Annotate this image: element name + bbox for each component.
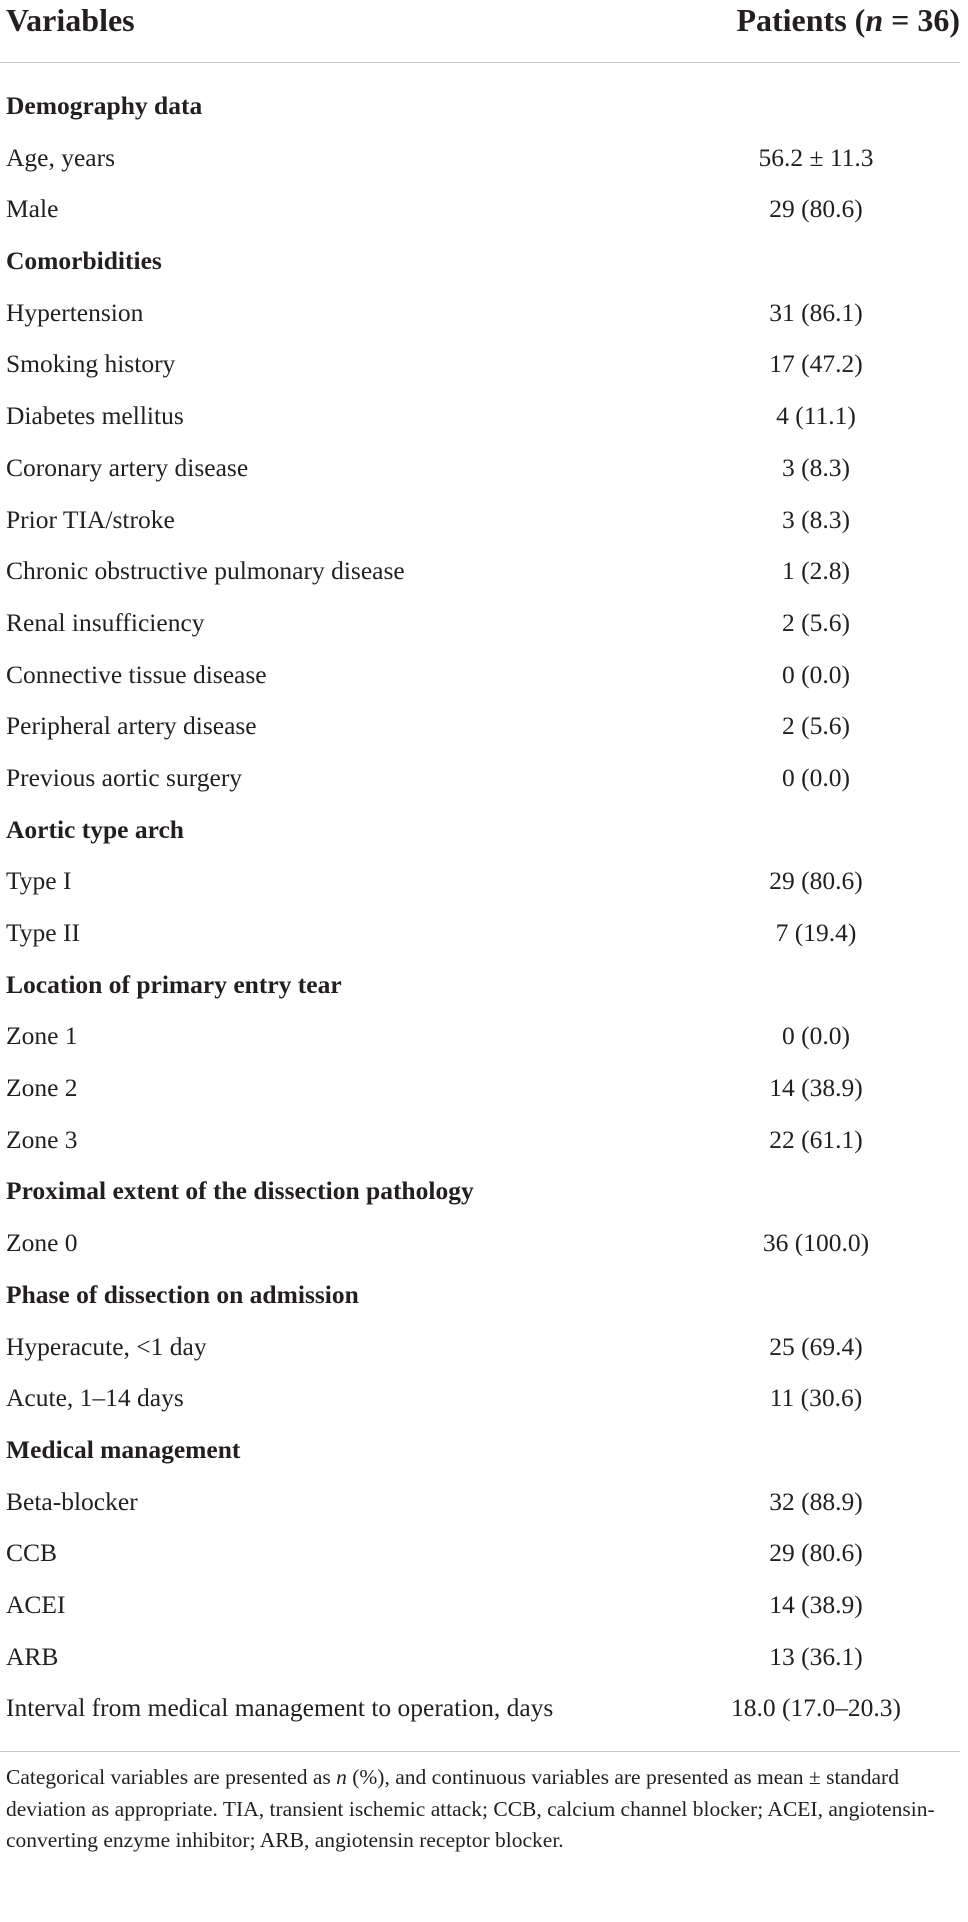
variable-label: Male [6,194,59,224]
patient-value: 1 (2.8) [782,556,850,586]
patient-value: 0 (0.0) [782,1021,850,1051]
table-row [0,1584,960,1636]
table-row [0,1532,960,1584]
patient-value: 2 (5.6) [782,711,850,741]
variable-label: Age, years [6,142,116,172]
variable-label: ACEI [6,1589,66,1619]
table-row [0,1326,960,1378]
patient-value: 31 (86.1) [769,297,863,327]
table-row [0,1636,960,1688]
patients-header-suffix: = 36) [883,2,960,38]
variable-label: Hypertension [6,297,144,327]
patient-value: 56.2 ± 11.3 [758,142,874,172]
table-body [0,63,960,1739]
section-header-row [0,1274,960,1326]
patient-value: 36 (100.0) [762,1228,870,1258]
table-row [0,188,960,240]
section-header-row [0,240,960,292]
section-label: Demography data [6,91,203,120]
patient-value: 18.0 (17.0–20.3) [731,1693,901,1723]
section-header-row [0,809,960,861]
patient-value: 0 (0.0) [782,659,850,689]
section-header-row [0,85,960,137]
variable-label: Zone 2 [6,1073,78,1103]
patient-value: 7 (19.4) [775,918,857,947]
variable-label: Peripheral artery disease [6,711,257,741]
variable-label: Chronic obstructive pulmonary disease [6,556,405,586]
patient-value: 32 (88.9) [769,1486,863,1516]
section-header-row [0,1429,960,1481]
variable-label: Smoking history [6,349,176,379]
patient-value: 29 (80.6) [769,866,863,896]
patient-value: 29 (80.6) [769,1538,863,1568]
variable-label: Zone 0 [6,1228,78,1258]
table-row [0,654,960,706]
table-row [0,395,960,447]
variable-label: Coronary artery disease [6,452,249,482]
patient-value: 22 (61.1) [769,1124,863,1154]
variable-label: Zone 1 [6,1021,78,1051]
section-header-row [0,1170,960,1222]
section-label: Medical management [6,1434,241,1464]
patient-value: 14 (38.9) [769,1073,863,1103]
table-row [0,602,960,654]
table-row [0,1377,960,1429]
table-row [0,137,960,189]
patient-value: 2 (5.6) [782,607,850,637]
table-row [0,757,960,809]
patient-value: 3 (8.3) [782,504,850,534]
variable-label: Connective tissue disease [6,659,267,689]
table-row [0,1481,960,1533]
footnote-part2: (%), and continuous variables are presented as mean ± standard deviation as appropriate. TIA, transient ischemic attack; CCB, calcium channel blocker; ACEI, angiotensin-converting enzyme inhibitor; ARB, angiotensin receptor blocker. [6,1765,935,1852]
section-label: Aortic type arch [6,814,184,844]
variable-label: Zone 3 [6,1124,78,1154]
table-row [0,343,960,395]
table-row [0,1119,960,1171]
section-header-row [0,964,960,1016]
variable-label: Previous aortic surgery [6,762,243,792]
patient-value: 3 (8.3) [782,452,850,482]
patients-header-prefix: Patients ( [736,2,866,38]
variable-label: Prior TIA/stroke [6,504,175,534]
table-row [0,1015,960,1067]
section-label: Comorbidities [6,246,162,276]
table-row [0,1067,960,1119]
patient-value: 14 (38.9) [769,1589,863,1619]
table-row [0,447,960,499]
variable-label: Type I [6,866,72,896]
patient-value: 17 (47.2) [769,349,863,379]
table-row [0,705,960,757]
variable-label: Diabetes mellitus [6,401,184,431]
variable-label: Interval from medical management to operation, days [6,1693,554,1723]
variables-column-header: Variables [6,2,135,38]
footnote-n: n [336,1765,347,1789]
section-label: Proximal extent of the dissection pathology [6,1176,474,1206]
table-header [0,0,960,63]
patient-value: 0 (0.0) [782,762,850,792]
table-row [0,499,960,551]
section-label: Phase of dissection on admission [6,1279,359,1309]
footnote-part1: Categorical variables are presented as [6,1765,337,1789]
variable-label: Hyperacute, <1 day [6,1331,207,1361]
variable-label: Beta-blocker [6,1486,138,1516]
patient-value: 11 (30.6) [769,1383,863,1413]
variable-label: Acute, 1–14 days [6,1383,184,1413]
variable-label: ARB [6,1641,59,1671]
patient-value: 4 (11.1) [776,401,856,431]
table-row [0,292,960,344]
table-row [0,912,960,964]
table-row [0,1222,960,1274]
patient-value: 29 (80.6) [769,194,863,224]
variable-label: Renal insufficiency [6,607,205,637]
variable-label: Type II [6,918,80,947]
section-label: Location of primary entry tear [6,969,342,999]
variable-label: CCB [6,1538,58,1568]
table-row [0,550,960,602]
table-row [0,860,960,912]
patient-value: 25 (69.4) [769,1331,863,1361]
table-row [0,1687,960,1739]
patient-value: 13 (36.1) [769,1641,863,1671]
table-bottom-rule [0,1751,960,1752]
table-footnote [6,1762,964,1857]
patients-header-n: n [865,2,884,38]
patients-column-header [736,2,960,39]
